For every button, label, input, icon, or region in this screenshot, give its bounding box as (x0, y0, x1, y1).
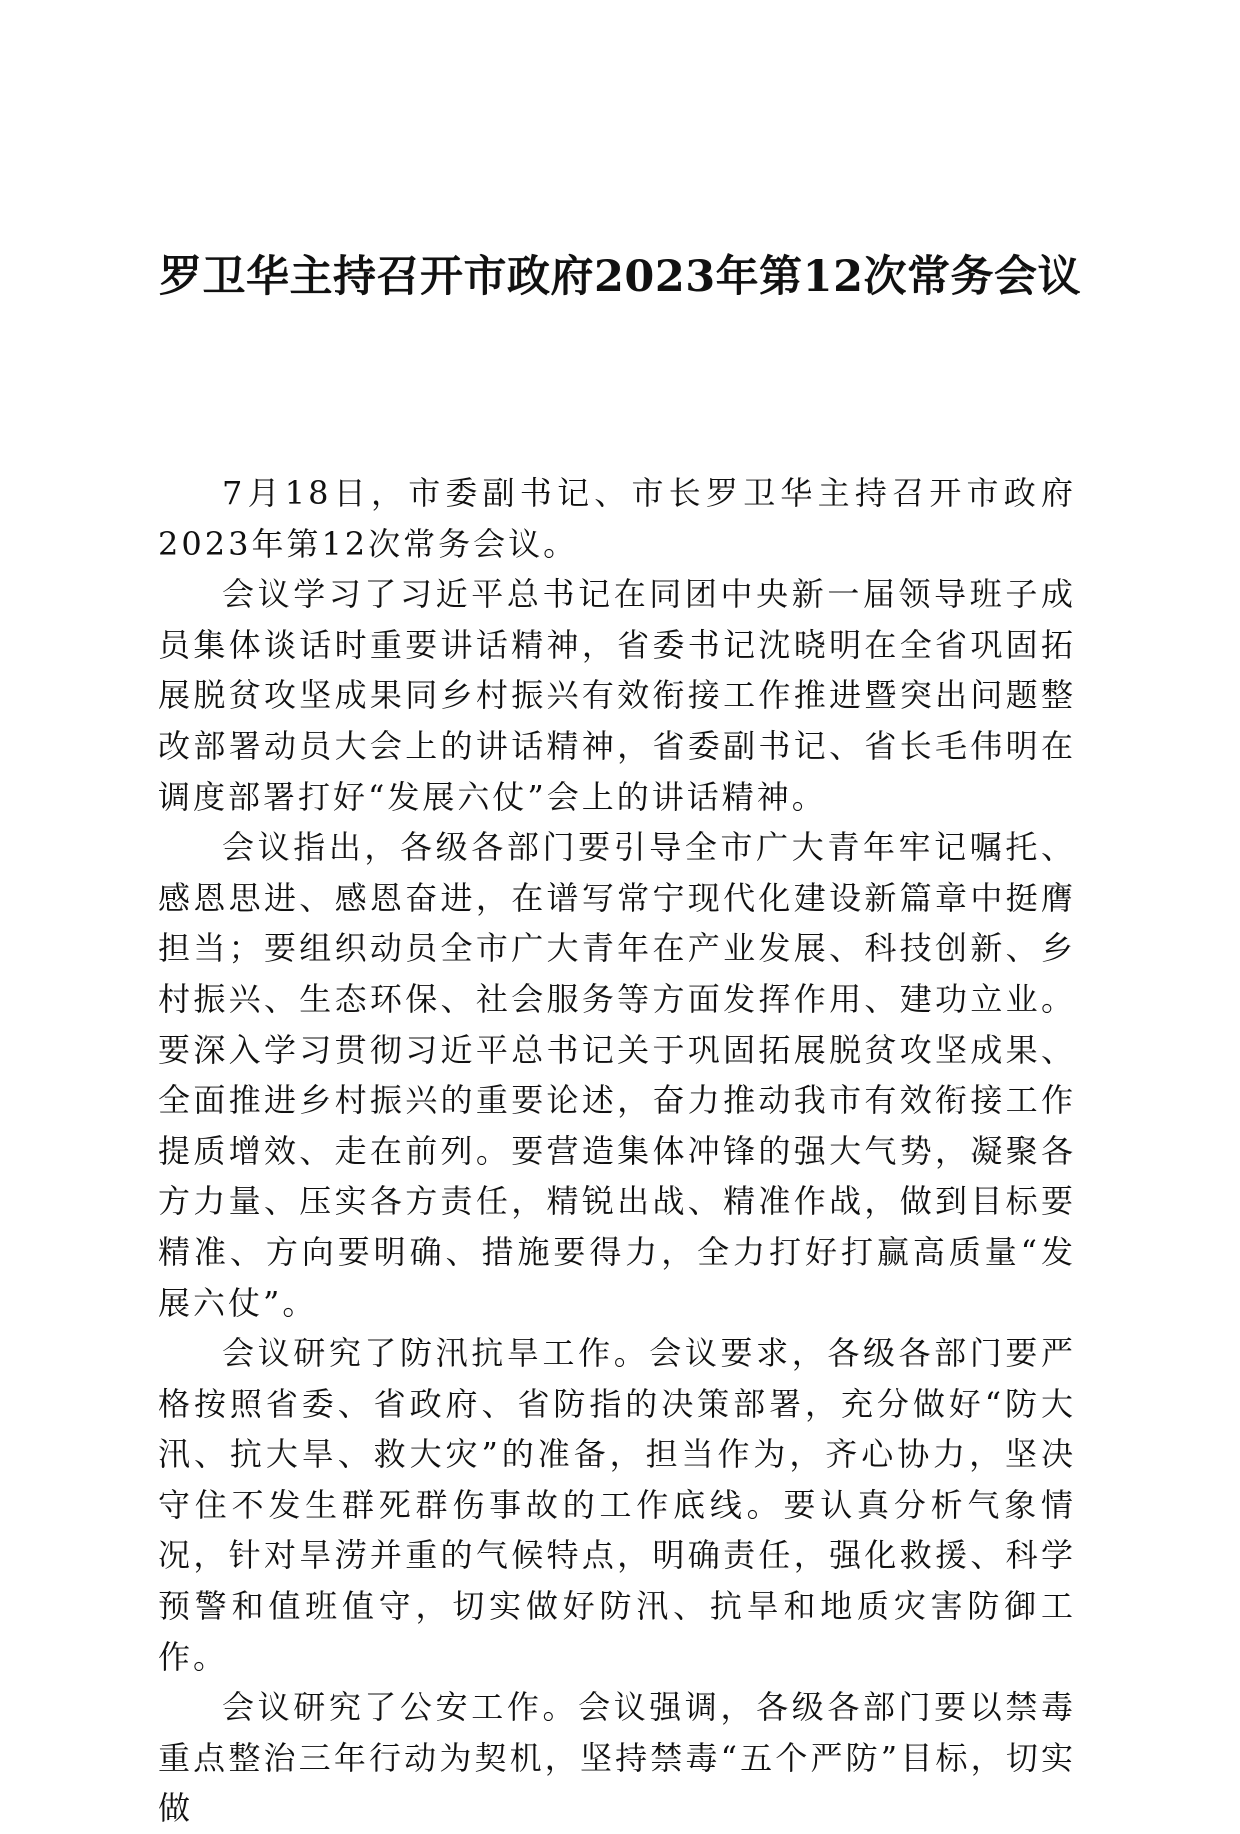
document-title: 罗卫华主持召开市政府2023年第12次常务会议 (158, 252, 1082, 302)
paragraph-meeting-intro: 7月18日，市委副书记、市长罗卫华主持召开市政府2023年第12次常务会议。 (158, 474, 1076, 563)
document-body (158, 468, 1076, 1834)
paragraph-flood-drought: 会议研究了防汛抗旱工作。会议要求，各级各部门要严格按照省委、省政府、省防指的决策部署，充分做好“防大汛、抗大旱、救大灾”的准备，担当作为，齐心协力，坚决守住不发生群死群伤事故的工作底线。要认真分析气象情况，针对旱涝并重的气候特点，明确责任，强化救援、科学预警和值班值守，切实做好防汛、抗旱和地质灾害防御工作。 (158, 1334, 1076, 1676)
paragraph-meeting-points: 会议指出，各级各部门要引导全市广大青年牢记嘱托、感恩思进、感恩奋进，在谱写常宁现代化建设新篇章中挺膺担当；要组织动员全市广大青年在产业发展、科技创新、乡村振兴、生态环保、社会服务等方面发挥作用、建功立业。要深入学习贯彻习近平总书记关于巩固拓展脱贫攻坚成果、全面推进乡村振兴的重要论述，奋力推动我市有效衔接工作提质增效、走在前列。要营造集体冲锋的强大气势，凝聚各方力量、压实各方责任，精锐出战、精准作战，做到目标要精准、方向要明确、措施要得力，全力打好打赢高质量“发展六仗”。 (158, 828, 1076, 1322)
paragraph-public-security: 会议研究了公安工作。会议强调，各级各部门要以禁毒重点整治三年行动为契机，坚持禁毒“五个严防”目标，切实做 (158, 1688, 1076, 1828)
paragraph-study-speeches: 会议学习了习近平总书记在同团中央新一届领导班子成员集体谈话时重要讲话精神，省委书记沈晓明在全省巩固拓展脱贫攻坚成果同乡村振兴有效衔接工作推进暨突出问题整改部署动员大会上的讲话精神，省委副书记、省长毛伟明在调度部署打好“发展六仗”会上的讲话精神。 (158, 575, 1076, 816)
